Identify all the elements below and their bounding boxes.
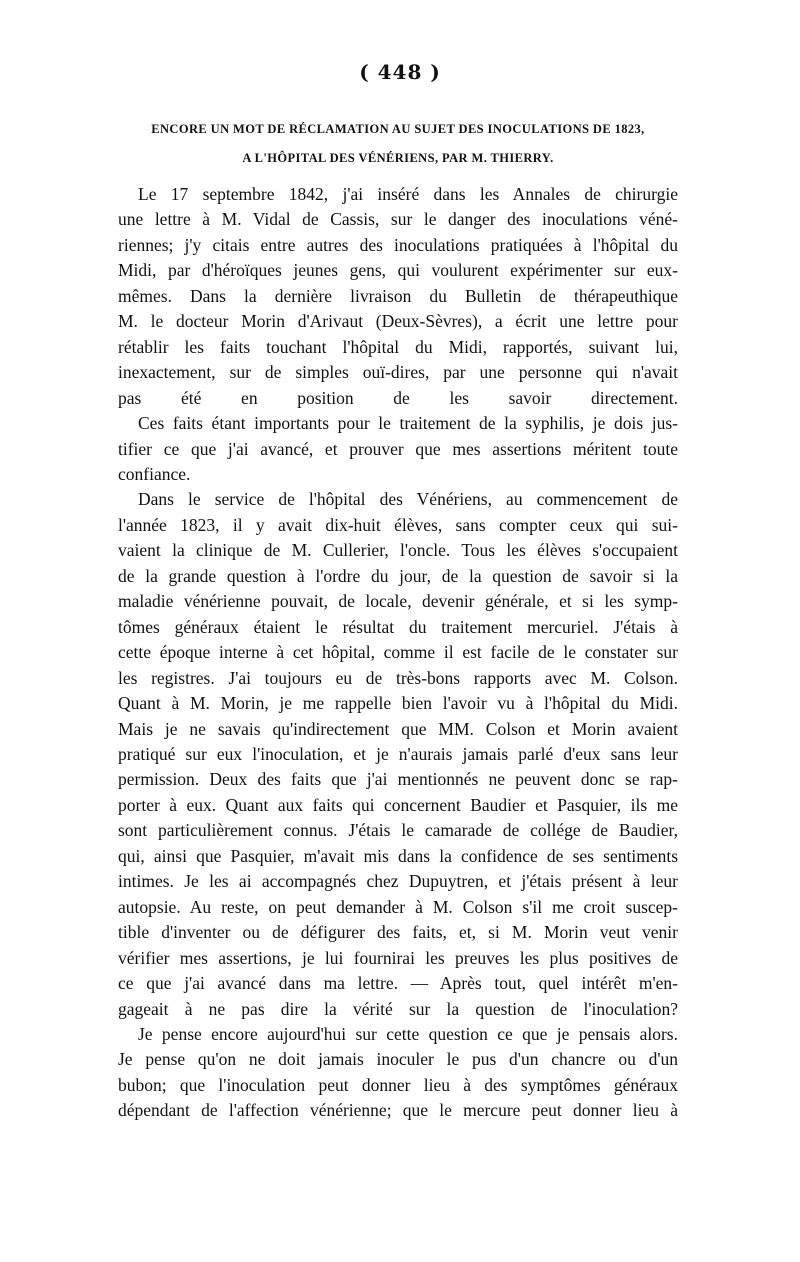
text-line: ce que j'ai avancé dans ma lettre. — Après tout, quel intérêt m'en-	[118, 973, 678, 994]
body-text	[118, 182, 678, 1124]
text-line: l'année 1823, il y avait dix-huit élèves, sans compter ceux qui sui-	[118, 514, 678, 535]
text-line: pas été en position de les savoir directement.	[118, 387, 678, 408]
text-line: gageait à ne pas dire la vérité sur la question de l'inoculation?	[118, 998, 678, 1019]
text-line: tible d'inventer ou de défigurer des faits, et, si M. Morin veut venir	[118, 922, 678, 943]
paragraph-2	[118, 411, 678, 487]
paragraph-3	[118, 487, 678, 1022]
page-number: ( 448 )	[359, 60, 441, 84]
heading-line-2: A L'HÔPITAL DES VÉNÉRIENS, PAR M. THIERRY.	[242, 151, 554, 165]
text-line: vérifier mes assertions, je lui fournirai les preuves les plus positives de	[118, 947, 678, 968]
text-line: permission. Deux des faits que j'ai mentionnés ne peuvent donc se rap-	[118, 769, 678, 790]
text-line: tifier ce que j'ai avancé, et prouver que mes assertions méritent toute	[118, 438, 678, 459]
text-line: de la grande question à l'ordre du jour, de la question de savoir si la	[118, 565, 678, 586]
text-line: Midi, par d'héroïques jeunes gens, qui voulurent expérimenter sur eux-	[118, 260, 678, 281]
text-line: mêmes. Dans la dernière livraison du Bulletin de thérapeuthique	[118, 285, 678, 306]
text-line: cette époque interne à cet hôpital, comme il est facile de le constater sur	[118, 642, 678, 663]
text-line: Le 17 septembre 1842, j'ai inséré dans les Annales de chirurgie	[138, 184, 678, 204]
text-line: porter à eux. Quant aux faits qui concernent Baudier et Pasquier, ils me	[118, 794, 678, 815]
text-line: confiance.	[118, 463, 191, 484]
text-line: rétablir les faits touchant l'hôpital du Midi, rapportés, suivant lui,	[118, 336, 678, 357]
text-line: Je pense encore aujourd'hui sur cette question ce que je pensais alors.	[138, 1023, 678, 1044]
text-line: M. le docteur Morin d'Arivaut (Deux-Sèvres), a écrit une lettre pour	[118, 311, 678, 332]
text-line: Dans le service de l'hôpital des Vénériens, au commencement de	[138, 489, 678, 510]
text-line: maladie vénérienne pouvait, de locale, devenir générale, et si les symp-	[118, 591, 678, 612]
text-line: Je pense qu'on ne doit jamais inoculer le pus d'un chancre ou d'un	[118, 1049, 678, 1070]
text-line: qui, ainsi que Pasquier, m'avait mis dans la confidence de ses sentiments	[118, 845, 678, 866]
text-line: pratiqué sur eux l'inoculation, et je n'aurais jamais parlé d'eux sans leur	[118, 743, 678, 764]
text-line: intimes. Je les ai accompagnés chez Dupuytren, et j'étais présent à leur	[118, 871, 678, 892]
text-line: Ces faits étant importants pour le traitement de la syphilis, je dois jus-	[138, 413, 678, 434]
text-line: dépendant de l'affection vénérienne; que le mercure peut donner lieu à	[118, 1100, 678, 1121]
text-line: Quant à M. Morin, je me rappelle bien l'avoir vu à l'hôpital du Midi.	[118, 693, 678, 714]
heading-line-1: ENCORE UN MOT DE RÉCLAMATION AU SUJET DES INOCULATIONS DE 1823,	[151, 122, 645, 136]
text-line: sont particulièrement connus. J'étais le camarade de collége de Baudier,	[118, 820, 678, 841]
text-line: riennes; j'y citais entre autres des inoculations pratiquées à l'hôpital du	[118, 234, 678, 255]
paragraph-1	[118, 182, 678, 411]
text-line: tômes généraux étaient le résultat du traitement mercuriel. J'étais à	[118, 616, 678, 637]
text-line: vaient la clinique de M. Cullerier, l'oncle. Tous les élèves s'occupaient	[118, 540, 678, 561]
text-line: Mais je ne savais qu'indirectement que MM. Colson et Morin avaient	[118, 718, 678, 739]
text-line: bubon; que l'inoculation peut donner lieu à des symptômes généraux	[118, 1074, 678, 1095]
text-line: les registres. J'ai toujours eu de très-bons rapports avec M. Colson.	[118, 667, 678, 688]
text-line: une lettre à M. Vidal de Cassis, sur le danger des inoculations véné-	[118, 209, 678, 230]
article-heading	[118, 115, 678, 173]
text-line: autopsie. Au reste, on peut demander à M. Colson s'il me croit suscep-	[118, 896, 678, 917]
text-line: inexactement, sur de simples ouï-dires, par une personne qui n'avait	[118, 362, 678, 383]
paragraph-4	[118, 1022, 678, 1124]
